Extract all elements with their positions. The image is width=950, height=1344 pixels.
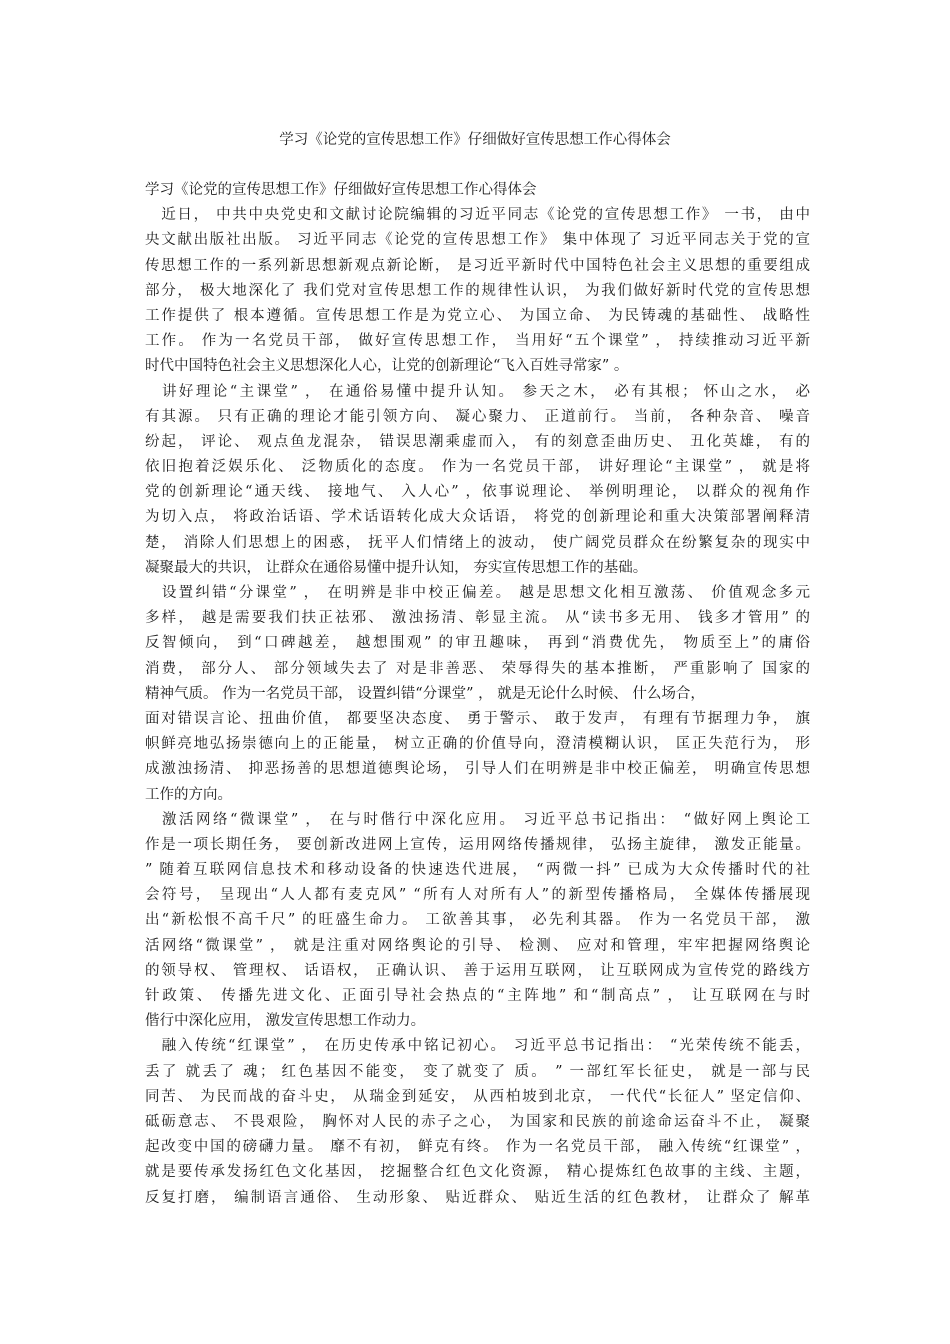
text-line: 砥砺意志、 不畏艰险， 胸怀对人民的赤子之心， 为国家和民族的前途命运奋斗不止， 凝聚 xyxy=(145,1113,810,1130)
text-line: 丢了 就丢了 魂； 红色基因不能变， 变了就变了 质。 ” 一部红军长征史， 就是一部与民 xyxy=(145,1063,810,1080)
text-line: 时代中国特色社会主义思想深化人心，让党的创新理论“飞入百姓寻常家” 。 xyxy=(145,358,629,375)
text-line: 为切入点， 将政治话语、学术话语转化成大众话语， 将党的创新理论和重大决策部署阐释清 xyxy=(145,509,810,526)
text-line: 精神气质。 作为一名党员干部， 设置纠错“分课堂” ， 就是无论什么时候、 什么场合， xyxy=(145,685,705,702)
text-line: 活网络“微课堂” ， 就是注重对网络舆论的引导、 检测、 应对和管理，牢牢把握网络舆论 xyxy=(145,937,810,954)
text-line: 近日， 中共中央党史和文献讨论院编辑的习近平同志《论党的宣传思想工作》 一书， 由中 xyxy=(145,207,810,224)
text-line: 工作提供了 根本遵循。宣传思想工作是为党立心、 为国立命、 为民铸魂的基础性、 战略性 xyxy=(145,307,810,324)
text-line: 纷起， 评论、 观点鱼龙混杂， 错误思潮乘虚而入， 有的刻意歪曲历史、 丑化英雄， 有的 xyxy=(145,433,810,450)
text-line: 讲好理论“主课堂” ， 在通俗易懂中提升认知。 参天之木， 必有其根； 怀山之水， 必 xyxy=(145,383,810,400)
text-line: 有其源。 只有正确的理论才能引领方向、 凝心聚力、 正道前行。 当前， 各种杂音、 噪音 xyxy=(145,408,810,425)
text-line: 帜鲜亮地弘扬崇德向上的正能量， 树立正确的价值导向，澄清模糊认识， 匡正失范行为， 形 xyxy=(145,736,810,753)
text-line: 激活网络“微课堂” ， 在与时偕行中深化应用。 习近平总书记指出： “做好网上舆论工 xyxy=(145,811,810,828)
text-line: 凝聚最大的共识， 让群众在通俗易懂中提升认知， 夯实宣传思想工作的基础。 xyxy=(145,559,648,576)
text-line: 工作的方向。 xyxy=(145,786,232,803)
text-line: 的领导权、 管理权、 话语权， 正确认识、 善于运用互联网， 让互联网成为宣传党的路线方 xyxy=(145,962,810,979)
text-line: 出“新松恨不高千尺” 的旺盛生命力。 工欲善其事， 必先利其器。 作为一名党员干部， 激 xyxy=(145,912,810,929)
text-line: 作是一项长期任务， 要创新改进网上宣传，运用网络传播规律， 弘扬主旋律， 激发正能量。 xyxy=(145,836,810,853)
text-line: 央文献出版社出版。 习近平同志《论党的宣传思想工作》 集中体现了 习近平同志关于党的宣 xyxy=(145,232,810,249)
text-line: 融入传统“红课堂” ， 在历史传承中铭记初心。 习近平总书记指出： “光荣传统不能丢， xyxy=(145,1038,810,1055)
text-line: 学习《论党的宣传思想工作》仔细做好宣传思想工作心得体会 xyxy=(145,182,537,198)
text-line: 消费， 部分人、 部分领域失去了 对是非善恶、 荣辱得失的基本推断， 严重影响了 国家的 xyxy=(145,660,810,677)
text-line: 起改变中国的磅礴力量。 靡不有初， 鲜克有终。 作为一名党员干部， 融入传统“红课堂” ， xyxy=(145,1139,810,1156)
text-line: 会符号， 呈现出“人人都有麦克风” “所有人对所有人”的新型传播格局， 全媒体传播展现 xyxy=(145,887,810,904)
text-line: 成激浊扬清、 抑恶扬善的思想道德舆论场， 引导人们在明辨是非中校正偏差， 明确宣传思想 xyxy=(145,761,810,778)
text-line: ” 随着互联网信息技术和移动设备的快速迭代进展， “两微一抖” 已成为大众传播时代的社 xyxy=(145,862,810,879)
text-line: 针政策、 传播先进文化、正面引导社会热点的“主阵地” 和“制高点” ， 让互联网在与时 xyxy=(145,988,810,1004)
text-line: 反智倾向， 到“口碑越差， 越想围观” 的审丑趣味， 再到“消费优先， 物质至上”的庸俗 xyxy=(145,635,810,652)
text-line: 设置纠错“分课堂” ， 在明辨是非中校正偏差。 越是思想文化相互激荡、 价值观念多元 xyxy=(145,585,810,601)
text-line: 面对错误言论、扭曲价值， 都要坚决态度、 勇于警示、 敢于发声， 有理有节据理力争， 旗 xyxy=(145,710,810,727)
text-line: 多样， 越是需要我们扶正祛邪、 激浊扬清、彰显主流。 从“读书多无用、 钱多才管用” 的 xyxy=(145,610,810,627)
text-line: 党的创新理论“通天线、 接地气、 入人心” ，依事说理论、 举例明理论， 以群众的视角作 xyxy=(145,484,810,501)
text-line: 偕行中深化应用， 激发宣传思想工作动力。 xyxy=(145,1013,426,1030)
text-line: 楚， 消除人们思想上的困惑， 抚平人们情绪上的波动， 使广阔党员群众在纷繁复杂的现实中 xyxy=(145,534,810,551)
text-line: 就是要传承发扬红色文化基因， 挖掘整合红色文化资源， 精心提炼红色故事的主线、主题， xyxy=(145,1164,810,1181)
text-line: 同苦、 为民而战的奋斗史， 从瑞金到延安， 从西柏坡到北京， 一代代“长征人” 坚定信仰、 xyxy=(145,1088,810,1105)
text-line: 工作。 作为一名党员干部， 做好宣传思想工作， 当用好“五个课堂” ， 持续推动习近平新 xyxy=(145,333,810,350)
text-line: 反复打磨， 编制语言通俗、 生动形象、 贴近群众、 贴近生活的红色教材， 让群众了 解革 xyxy=(145,1189,810,1206)
document-title: 学习《论党的宣传思想工作》仔细做好宣传思想工作心得体会 xyxy=(279,132,671,148)
document-body xyxy=(145,178,810,1211)
text-line: 依旧抱着泛娱乐化、 泛物质化的态度。 作为一名党员干部， 讲好理论“主课堂” ， 就是将 xyxy=(145,459,810,476)
text-line: 部分， 极大地深化了 我们党对宣传思想工作的规律性认识， 为我们做好新时代党的宣传思想 xyxy=(145,282,810,299)
text-line: 传思想工作的一系列新思想新观点新论断， 是习近平新时代中国特色社会主义思想的重要组成 xyxy=(145,257,810,274)
